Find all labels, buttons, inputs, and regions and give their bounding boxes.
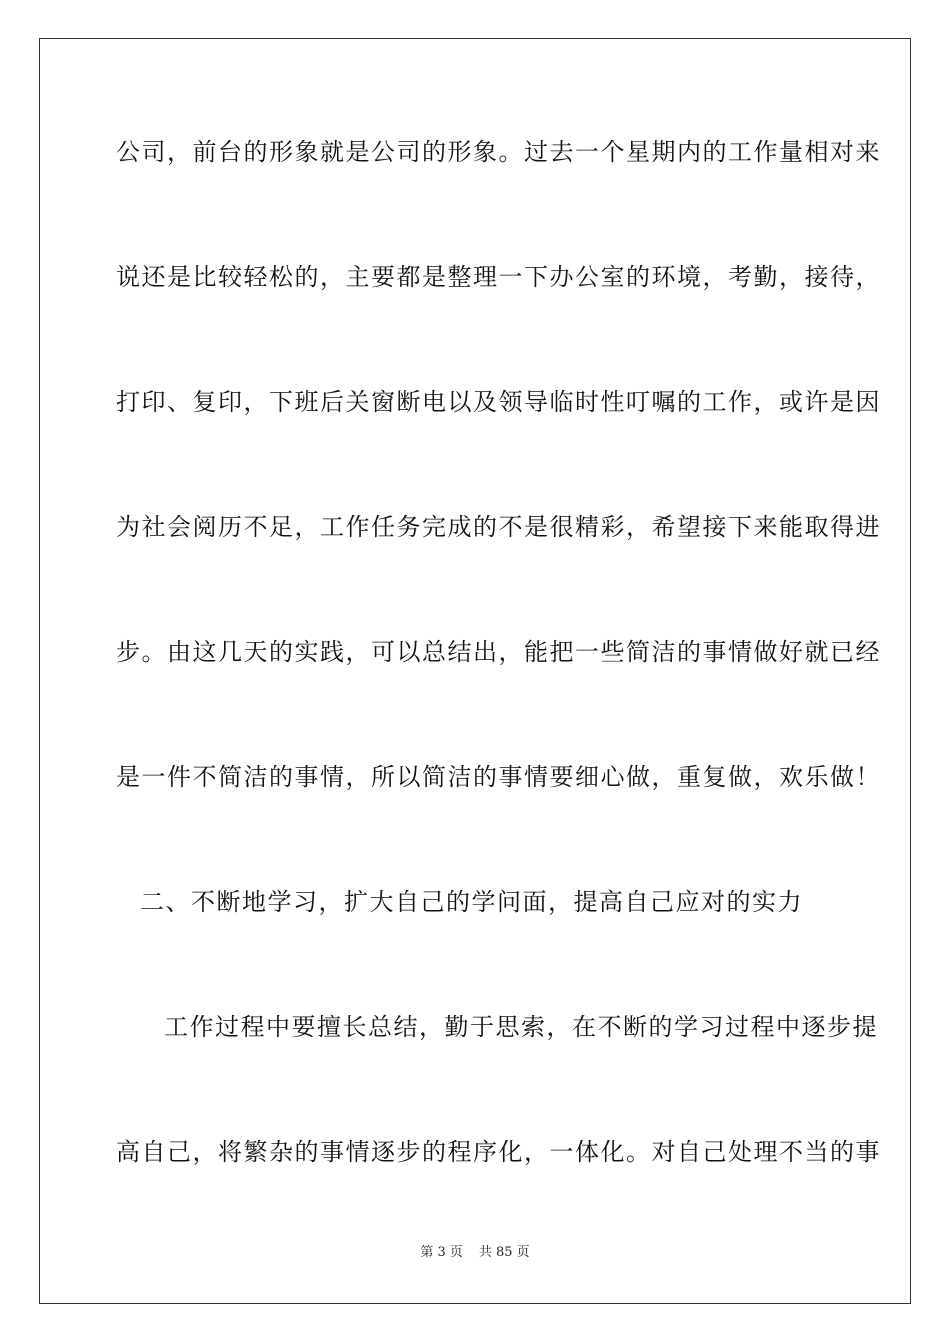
paragraph-line: 公司，前台的形象就是公司的形象。过去一个星期内的工作量相对来	[116, 138, 881, 166]
document-body	[116, 128, 881, 1253]
paragraph-line: 高自己，将繁杂的事情逐步的程序化，一体化。对自己处理不当的事	[116, 1138, 881, 1166]
paragraph-line: 是一件不简洁的事情，所以简洁的事情要细心做，重复做，欢乐做！	[116, 763, 881, 791]
page-total: 共 85 页	[478, 1245, 530, 1260]
paragraph-line: 步。由这几天的实践，可以总结出，能把一些简洁的事情做好就已经	[116, 638, 881, 666]
page-footer	[0, 1243, 950, 1263]
paragraph-line: 为社会阅历不足，工作任务完成的不是很精彩，希望接下来能取得进	[116, 513, 881, 541]
page-number: 第 3 页	[420, 1245, 463, 1260]
paragraph-line: 打印、复印，下班后关窗断电以及领导临时性叮嘱的工作，或许是因	[116, 388, 881, 416]
section-heading: 二、不断地学习，扩大自己的学问面，提高自己应对的实力	[140, 888, 803, 916]
paragraph-line: 说还是比较轻松的，主要都是整理一下办公室的环境，考勤，接待，	[116, 263, 881, 291]
paragraph-line: 工作过程中要擅长总结，勤于思索，在不断的学习过程中逐步提	[164, 1013, 878, 1041]
